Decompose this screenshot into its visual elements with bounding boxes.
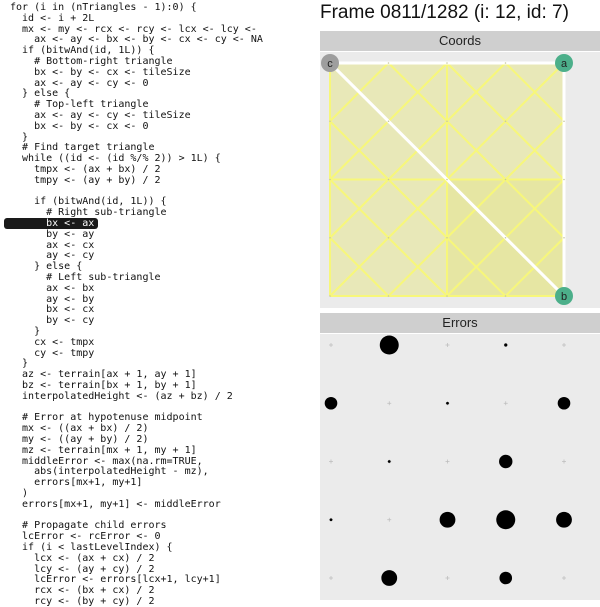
code-line: ax <- cx bbox=[10, 239, 95, 251]
error-dot bbox=[496, 510, 515, 529]
code-line: # Error at hypotenuse midpoint bbox=[10, 412, 203, 424]
grid-tick bbox=[446, 62, 448, 64]
error-dot bbox=[330, 518, 333, 521]
grid-tick bbox=[505, 120, 507, 122]
code-line: # Propagate child errors bbox=[10, 520, 167, 532]
code-line: tmpx <- (ax + bx) / 2 bbox=[10, 164, 161, 175]
code-line: bx <- by <- cx <- 0 bbox=[10, 120, 149, 132]
code-line: bx <- cx bbox=[10, 304, 95, 316]
error-dot bbox=[558, 397, 571, 410]
grid-tick bbox=[329, 179, 331, 181]
grid-tick bbox=[388, 237, 390, 239]
code-line: lcError <- errors[lcx+1, lcy+1] bbox=[10, 574, 221, 586]
code-line: by <- cy bbox=[10, 315, 95, 327]
code-line: while ((id <- (id %/% 2)) > 1L) { bbox=[10, 153, 221, 165]
frame-title: Frame 0811/1282 (i: 12, id: 7) bbox=[320, 2, 569, 23]
grid-tick bbox=[329, 237, 331, 239]
grid-tick bbox=[563, 237, 565, 239]
code-line: bz <- terrain[bx + 1, by + 1] bbox=[10, 380, 197, 391]
grid-tick bbox=[505, 295, 507, 297]
code-line: middleError <- max(na.rm=TRUE, bbox=[10, 455, 203, 467]
error-dot bbox=[388, 460, 391, 463]
code-line: my <- ((ay + by) / 2) bbox=[10, 434, 149, 445]
errors-panel bbox=[320, 334, 600, 600]
grid-tick bbox=[446, 237, 448, 239]
code-line: ax <- bx bbox=[10, 282, 95, 294]
grid-tick bbox=[388, 295, 390, 297]
code-line: tmpy <- (ay + by) / 2 bbox=[10, 174, 161, 186]
code-line: # Find target triangle bbox=[10, 142, 155, 154]
code-line: errors[mx+1, my+1] bbox=[10, 477, 143, 489]
code-line-current: bx <- ax bbox=[4, 218, 98, 229]
code-line: mx <- my <- rcx <- rcy <- lcx <- lcy <- bbox=[10, 23, 257, 35]
code-line: if (i < lastLevelIndex) { bbox=[10, 542, 173, 553]
grid-tick bbox=[446, 179, 448, 181]
code-line: lcError <- rcError <- 0 bbox=[10, 531, 161, 543]
code-line: for (i in (nTriangles - 1):0) { bbox=[10, 2, 197, 13]
code-line: rcy <- (by + cy) / 2 bbox=[10, 596, 155, 607]
code-line: # Bottom-right triangle bbox=[10, 56, 173, 67]
code-line: by <- ay bbox=[10, 228, 95, 240]
code-line: abs(interpolatedHeight - mz), bbox=[10, 466, 209, 478]
code-line: if (bitwAnd(id, 1L)) { bbox=[10, 196, 167, 208]
grid-tick bbox=[505, 62, 507, 64]
code-line: lcx <- (ax + cx) / 2 bbox=[10, 552, 155, 564]
code-line: # Right sub-triangle bbox=[10, 207, 167, 219]
errors-header: Errors bbox=[320, 313, 600, 333]
grid-tick bbox=[505, 179, 507, 181]
error-dot bbox=[380, 336, 399, 355]
code-line: ay <- cy bbox=[10, 250, 95, 262]
grid-tick bbox=[505, 237, 507, 239]
grid-tick bbox=[329, 295, 331, 297]
grid-tick bbox=[329, 120, 331, 122]
grid-tick bbox=[388, 62, 390, 64]
error-dot bbox=[325, 397, 338, 410]
code-line: az <- terrain[ax + 1, ay + 1] bbox=[10, 369, 197, 381]
code-line: mx <- ((ax + bx) / 2) bbox=[10, 423, 149, 435]
code-line: interpolatedHeight <- (az + bz) / 2 bbox=[10, 390, 233, 402]
coords-plot bbox=[320, 52, 600, 308]
vertex-label-c: c bbox=[327, 58, 333, 70]
code-line: } else { bbox=[10, 88, 71, 100]
code-line: if (bitwAnd(id, 1L)) { bbox=[10, 45, 155, 57]
vertex-label-b: b bbox=[560, 291, 568, 303]
code-line: } bbox=[10, 326, 41, 337]
grid-tick bbox=[388, 120, 390, 122]
code-line: } else { bbox=[10, 261, 83, 273]
code-line: # Top-left triangle bbox=[10, 99, 149, 111]
error-dot bbox=[499, 455, 512, 468]
code-line: mz <- terrain[mx + 1, my + 1] bbox=[10, 444, 197, 456]
code-line: rcx <- (bx + cx) / 2 bbox=[10, 585, 155, 597]
code-line: cy <- tmpy bbox=[10, 347, 95, 359]
vertex-label-a: a bbox=[560, 58, 568, 70]
code-line: cx <- tmpx bbox=[10, 336, 95, 348]
code-line: } bbox=[10, 131, 29, 143]
code-line: } bbox=[10, 358, 29, 370]
code-line: ) bbox=[10, 488, 29, 499]
code-line: bx <- by <- cx <- tileSize bbox=[10, 66, 191, 78]
errors-plot bbox=[320, 334, 600, 600]
grid-tick bbox=[563, 120, 565, 122]
grid-tick bbox=[563, 179, 565, 181]
grid-tick bbox=[446, 295, 448, 297]
coords-panel bbox=[320, 52, 600, 308]
code-line: ay <- by bbox=[10, 293, 95, 305]
grid-tick bbox=[388, 179, 390, 181]
code-line: lcy <- (ay + cy) / 2 bbox=[10, 563, 155, 575]
error-dot bbox=[499, 572, 512, 585]
error-dot bbox=[440, 512, 456, 528]
code-line: ax <- ay <- cy <- tileSize bbox=[10, 110, 191, 121]
code-line: # Left sub-triangle bbox=[10, 272, 161, 283]
error-dot bbox=[381, 570, 397, 586]
error-dot bbox=[504, 343, 507, 346]
grid-tick bbox=[446, 120, 448, 122]
error-dot bbox=[446, 402, 449, 405]
code-line: ax <- ay <- cy <- 0 bbox=[10, 77, 149, 89]
coords-header: Coords bbox=[320, 31, 600, 51]
code-line: errors[mx+1, my+1] <- middleError bbox=[10, 498, 221, 510]
code-line: ax <- ay <- bx <- by <- cx <- cy <- NA bbox=[10, 34, 263, 46]
error-dot bbox=[556, 512, 572, 528]
code-line: id <- i + 2L bbox=[10, 12, 95, 24]
